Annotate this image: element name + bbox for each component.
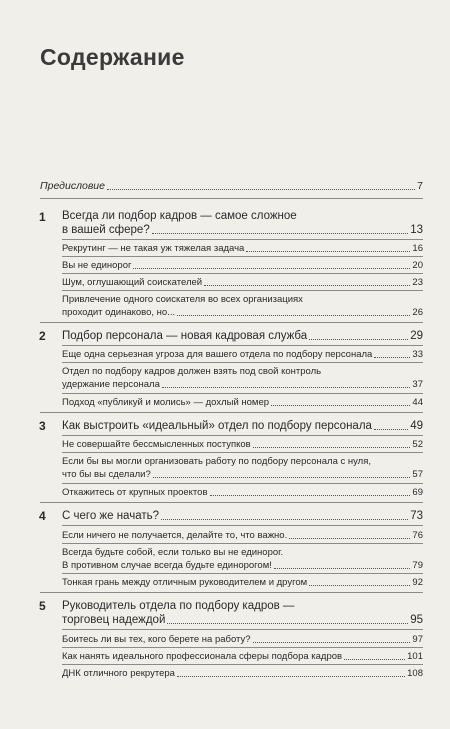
section-title-line: Отдел по подбору кадров должен взять под свой контроль [62, 366, 322, 377]
toc-page-number: 95 [410, 614, 423, 626]
divider [62, 290, 423, 291]
toc-section[interactable] [62, 438, 423, 451]
dot-leader [161, 519, 408, 520]
dot-leader [177, 315, 410, 316]
toc-section[interactable] [62, 348, 423, 361]
chapter-title-line: Всегда ли подбор кадров — самое сложное [62, 210, 297, 222]
toc-section[interactable] [62, 546, 423, 572]
toc-page-number: 33 [412, 349, 423, 360]
toc-section[interactable] [62, 455, 423, 481]
toc-page-number: 37 [412, 379, 423, 390]
dot-leader [167, 623, 408, 624]
chapter-title-line: Подбор персонала — новая кадровая служба [62, 330, 308, 342]
dot-leader [246, 251, 410, 252]
chapter-number: 1 [39, 210, 46, 224]
toc-section[interactable] [62, 667, 423, 680]
chapter-number: 4 [39, 509, 46, 523]
toc-page-number: 108 [407, 668, 423, 679]
toc-section[interactable] [62, 576, 423, 589]
dot-leader [152, 233, 408, 234]
toc-page-number: 44 [412, 397, 423, 408]
dot-leader [133, 268, 410, 269]
page-title: Содержание [40, 44, 185, 70]
toc-section[interactable] [62, 633, 423, 646]
divider [62, 647, 423, 648]
divider [62, 273, 423, 274]
dot-leader [374, 357, 410, 358]
toc-page-number: 97 [412, 634, 423, 645]
toc-page-number: 16 [412, 243, 423, 254]
toc-page-number: 13 [410, 224, 423, 236]
dot-leader [344, 659, 405, 660]
toc-section[interactable] [62, 486, 423, 499]
divider [62, 664, 423, 665]
dot-leader [107, 189, 415, 190]
divider [62, 629, 423, 630]
divider [62, 452, 423, 453]
section-title: Как нанять идеального профессионала сферы подбора кадров [62, 651, 343, 662]
divider [62, 362, 423, 363]
toc-page-number: 26 [412, 307, 423, 318]
toc-section[interactable] [62, 276, 423, 289]
chapter-title-line: в вашей сфере? [62, 224, 150, 236]
toc-chapter-5[interactable] [62, 599, 423, 627]
toc-page-number: 79 [412, 560, 423, 571]
section-title-line: Привлечение одного соискателя во всех организациях [62, 294, 303, 305]
toc-page-number: 57 [412, 469, 423, 480]
divider [62, 345, 423, 346]
dot-leader [210, 495, 411, 496]
toc-chapter-4[interactable] [62, 509, 423, 523]
dot-leader [253, 642, 411, 643]
toc-page-number: 69 [412, 487, 423, 498]
chapter-title-line: Как выстроить «идеальный» отдел по подбору персонала [62, 420, 372, 432]
chapter-number: 5 [39, 599, 46, 613]
section-title: Если ничего не получается, делайте то, что важно. [62, 530, 288, 541]
toc-section[interactable] [62, 396, 423, 409]
toc-entry-preface[interactable] [40, 180, 423, 193]
dot-leader [162, 387, 411, 388]
section-title: Боитесь ли вы тех, кого берете на работу? [62, 634, 251, 645]
section-title-line: что бы вы сделали? [62, 469, 151, 480]
toc-section[interactable] [62, 650, 423, 663]
toc-entry-label: Предисловие [40, 180, 105, 192]
divider [40, 412, 423, 413]
toc-section[interactable] [62, 293, 423, 319]
toc-section[interactable] [62, 529, 423, 542]
chapter-number: 2 [39, 329, 46, 343]
toc-page-number: 20 [412, 260, 423, 271]
chapter-number: 3 [39, 419, 46, 433]
section-title-line: проходит одинаково, но... [62, 307, 176, 318]
section-title-line: Если бы вы могли организовать работу по подбору персонала с нуля, [62, 456, 372, 467]
toc-chapter-1[interactable] [62, 209, 423, 237]
toc-section[interactable] [62, 259, 423, 272]
toc-chapter-2[interactable] [62, 329, 423, 343]
dot-leader [374, 429, 408, 430]
toc-section[interactable] [62, 242, 423, 255]
dot-leader [289, 538, 410, 539]
dot-leader [177, 676, 405, 677]
section-title: Еще одна серьезная угроза для вашего отдела по подбору персонала [62, 349, 373, 360]
toc-page-number: 29 [410, 330, 423, 342]
section-title: Шум, оглушающий соискателей [62, 277, 203, 288]
toc-page-number: 73 [410, 510, 423, 522]
dot-leader [271, 405, 410, 406]
section-title: Откажитесь от крупных проектов [62, 487, 208, 498]
divider [62, 573, 423, 574]
divider [40, 502, 423, 503]
dot-leader [309, 585, 410, 586]
dot-leader [204, 285, 410, 286]
toc-page-number: 52 [412, 439, 423, 450]
toc-page-number: 92 [412, 577, 423, 588]
divider [40, 198, 423, 199]
toc-page-number: 76 [412, 530, 423, 541]
section-title: ДНК отличного рекрутера [62, 668, 175, 679]
section-title: Подход «публикуй и молись» — дохлый номер [62, 397, 270, 408]
divider [62, 256, 423, 257]
divider [62, 393, 423, 394]
divider [62, 543, 423, 544]
toc-page-number: 101 [407, 651, 423, 662]
divider [40, 322, 423, 323]
section-title-line: В противном случае всегда будьте единорогом! [62, 560, 272, 571]
section-title: Рекрутинг — не такая уж тяжелая задача [62, 243, 245, 254]
dot-leader [253, 447, 411, 448]
section-title: Вы не единорог [62, 260, 132, 271]
dot-leader [274, 568, 411, 569]
section-title: Не совершайте бессмысленных поступков [62, 439, 251, 450]
toc-page-number: 49 [410, 420, 423, 432]
section-title-line: Всегда будьте собой, если только вы не единорог. [62, 547, 284, 558]
divider [62, 483, 423, 484]
section-title-line: удержание персонала [62, 379, 160, 390]
toc-section[interactable] [62, 365, 423, 391]
toc-page-number: 7 [417, 180, 423, 192]
section-title: Тонкая грань между отличным руководителем и другом [62, 577, 308, 588]
divider [62, 239, 423, 240]
toc-page-number: 23 [412, 277, 423, 288]
divider [40, 592, 423, 593]
chapter-title-line: торговец надеждой [62, 614, 166, 626]
dot-leader [309, 339, 408, 340]
dot-leader [153, 477, 411, 478]
chapter-title-line: С чего же начать? [62, 510, 159, 522]
chapter-title-line: Руководитель отдела по подбору кадров — [62, 600, 295, 612]
divider [62, 525, 423, 526]
divider [62, 435, 423, 436]
toc-chapter-3[interactable] [62, 419, 423, 433]
